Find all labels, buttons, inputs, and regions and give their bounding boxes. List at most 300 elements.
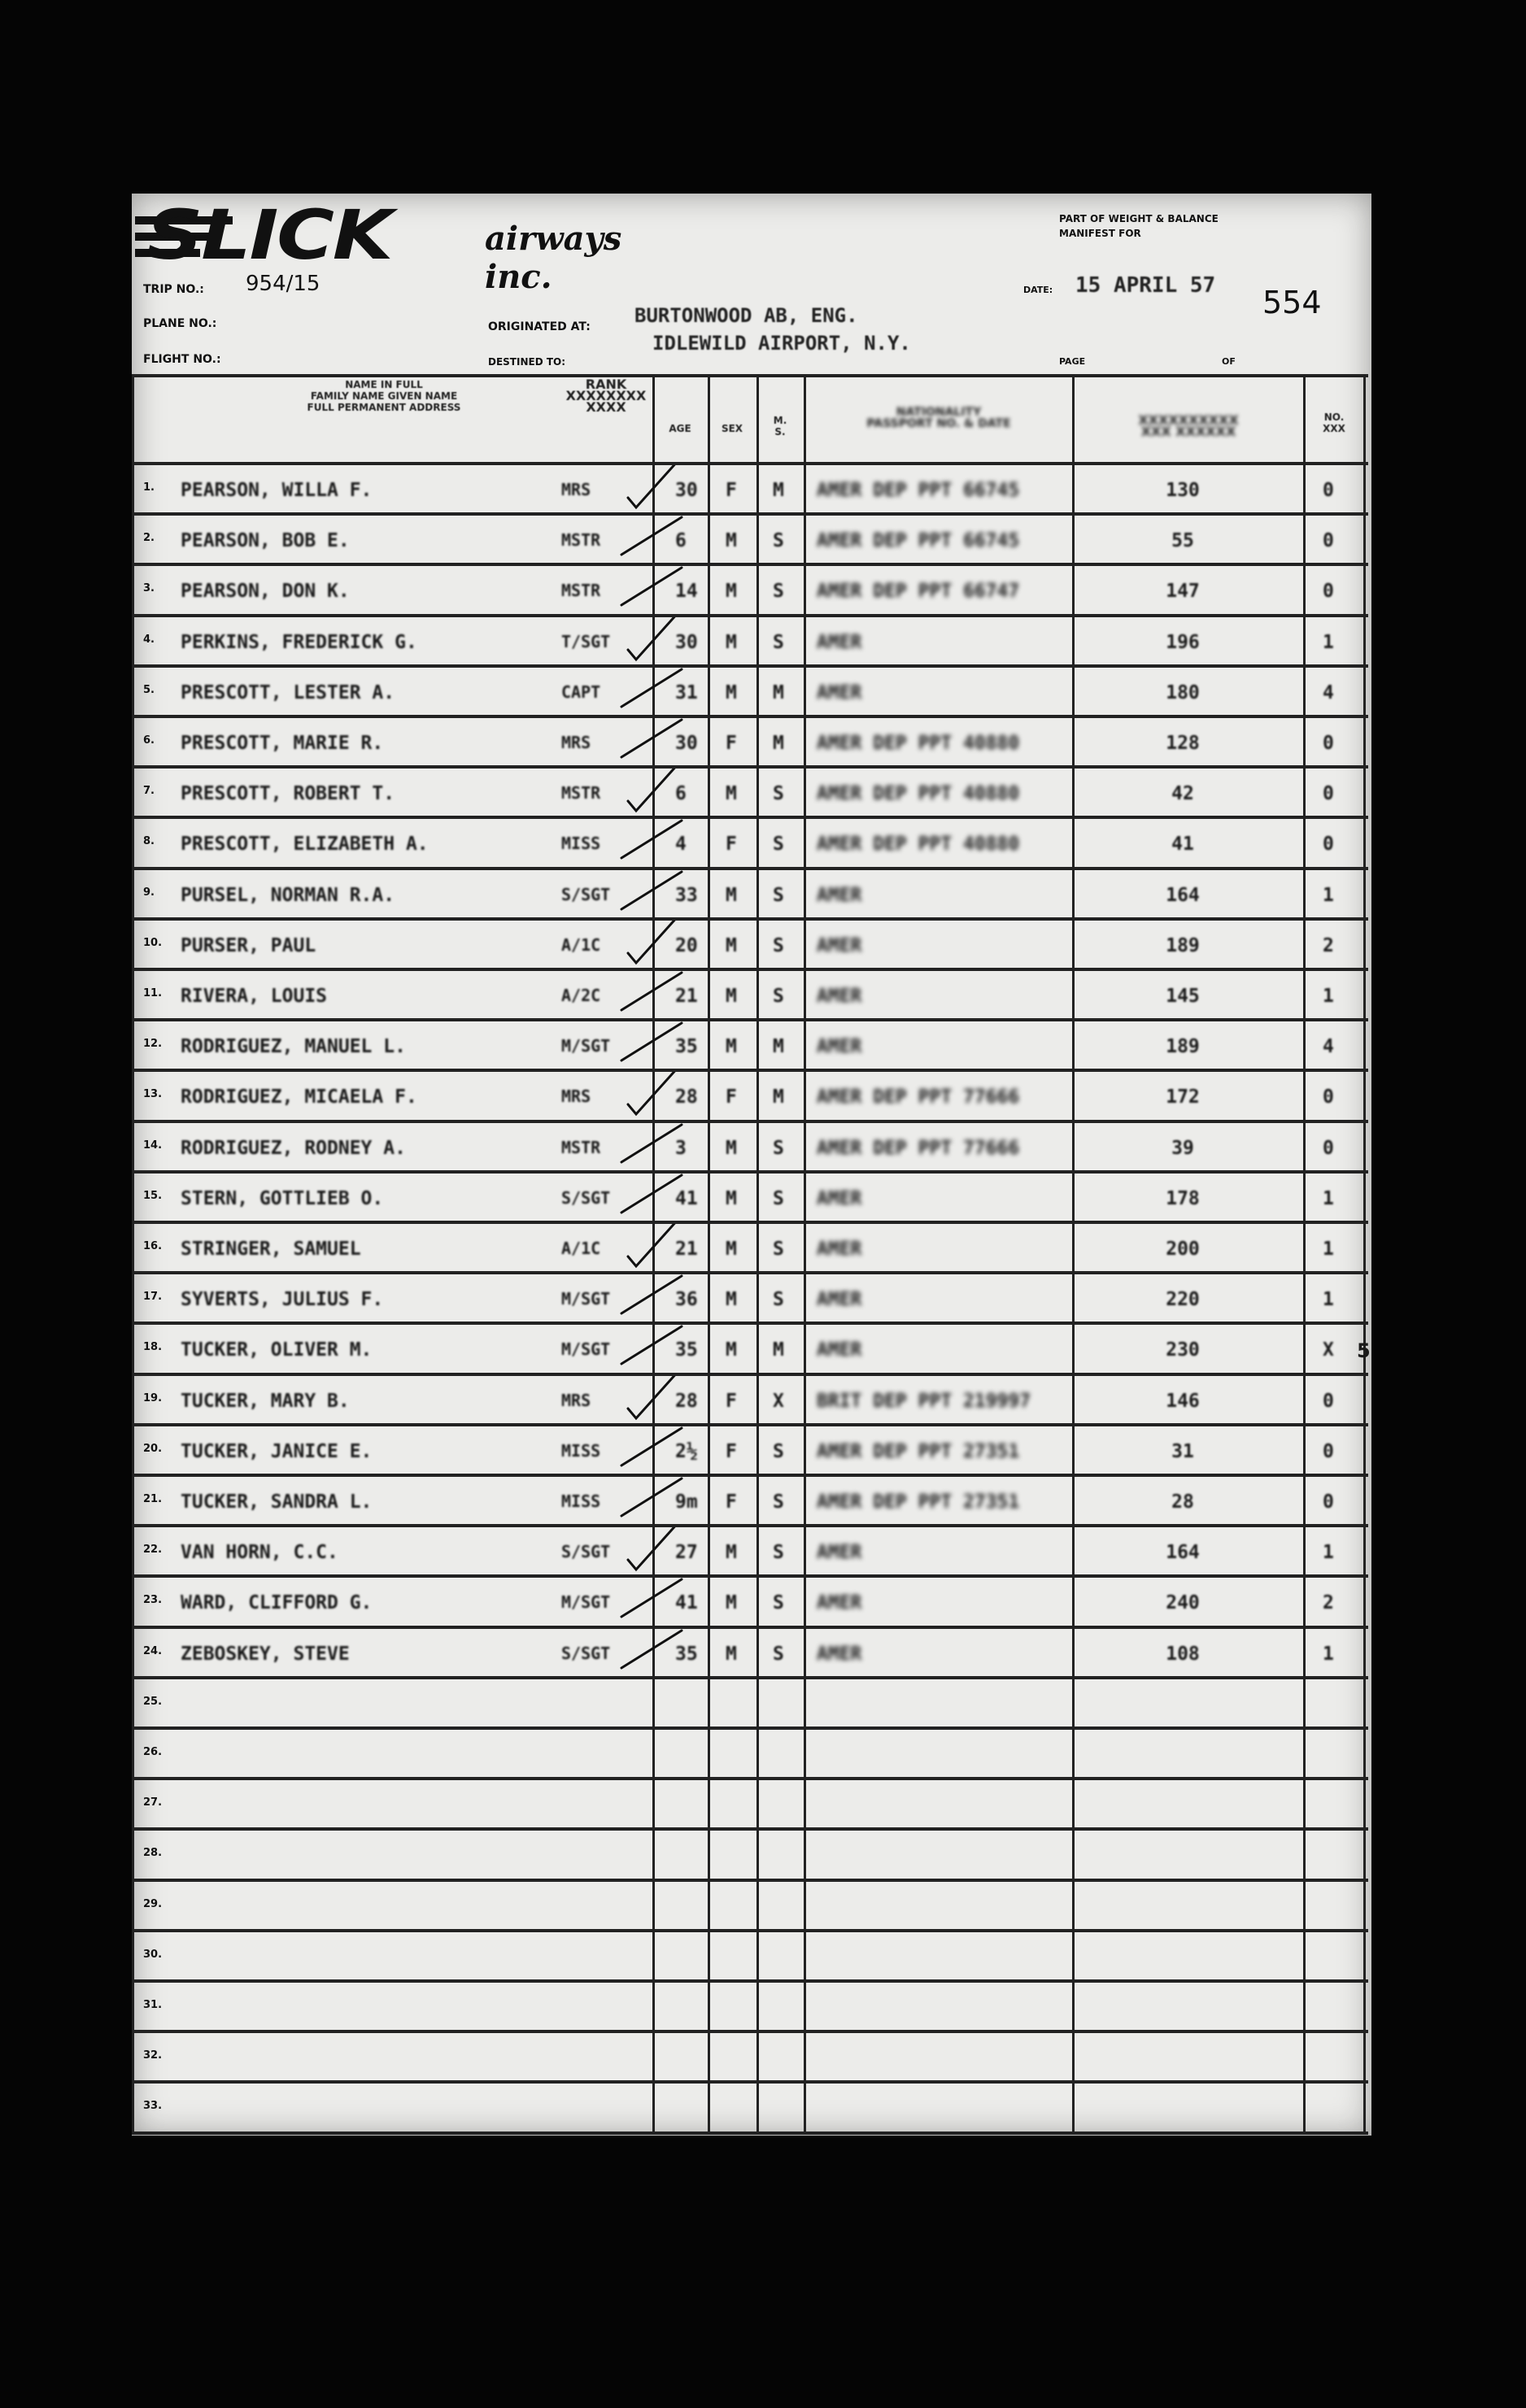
row-number: 19. — [143, 1391, 163, 1404]
table-row — [132, 1983, 1368, 2033]
cell-ms: M — [773, 1036, 784, 1058]
cell-sex: M — [726, 1643, 737, 1665]
table-row — [132, 1021, 1368, 1072]
cell-age: 31 — [675, 681, 698, 703]
cell-bag: 0 — [1323, 1440, 1334, 1462]
cell-rank: MISS — [561, 834, 601, 854]
page-label: PAGE — [1059, 356, 1086, 367]
row-number: 33. — [143, 2100, 163, 2113]
table-row — [132, 1072, 1368, 1122]
cell-wt: 178 — [1166, 1187, 1200, 1209]
cell-age: 21 — [675, 1239, 698, 1260]
table-row — [132, 1578, 1368, 1628]
cell-sex: M — [726, 530, 737, 552]
cell-age: 14 — [675, 581, 698, 603]
table-row — [132, 566, 1368, 616]
cell-rank: A/1C — [561, 934, 601, 955]
table-row — [132, 1882, 1368, 1932]
row-number: 11. — [143, 987, 163, 999]
cell-nat: AMER — [817, 1643, 862, 1665]
cell-age: 9m — [675, 1491, 698, 1513]
cell-ms: S — [773, 783, 784, 805]
table-header — [132, 374, 1368, 462]
cell-nat: AMER DEP PPT 40880 — [817, 783, 1020, 805]
cell-name: PRESCOTT, MARIE R. — [181, 733, 384, 754]
cell-nat: BRIT DEP PPT 219997 — [817, 1390, 1031, 1412]
table-row — [132, 617, 1368, 668]
table-row — [132, 516, 1368, 566]
cell-nat: AMER — [817, 1339, 862, 1361]
trip-no-value: 954/15 — [246, 272, 320, 296]
cell-wt: 55 — [1171, 530, 1194, 552]
cell-wt: 189 — [1166, 1036, 1200, 1058]
cell-bag: 4 — [1323, 681, 1334, 703]
cell-rank: M/SGT — [561, 1036, 611, 1056]
row-number: 8. — [143, 835, 155, 848]
cell-bag: 0 — [1323, 1390, 1334, 1412]
cell-age: 30 — [675, 733, 698, 754]
table-row — [132, 971, 1368, 1021]
cell-rank: MSTR — [561, 530, 601, 551]
cell-wt: 147 — [1166, 581, 1200, 603]
table-row — [132, 870, 1368, 921]
checkmark-icon — [604, 1426, 685, 1477]
checkmark-icon — [604, 1072, 685, 1122]
cell-wt: 28 — [1171, 1491, 1194, 1513]
table-row — [132, 1426, 1368, 1477]
cell-ms: S — [773, 1137, 784, 1159]
checkmark-icon — [604, 566, 685, 616]
cell-ms: S — [773, 530, 784, 552]
cell-wt: 200 — [1166, 1239, 1200, 1260]
row-number: 10. — [143, 936, 163, 949]
cell-name: WARD, CLIFFORD G. — [181, 1592, 373, 1614]
row-number: 22. — [143, 1544, 163, 1557]
cell-sex: M — [726, 1542, 737, 1564]
header-weight: XXXXXXXXXX XXX XXXXXX — [1138, 412, 1239, 439]
checkmark-icon — [604, 718, 685, 769]
cell-name: RIVERA, LOUIS — [181, 986, 328, 1007]
cell-nat: AMER DEP PPT 66745 — [817, 480, 1020, 501]
table-row — [132, 668, 1368, 718]
cell-bag: 1 — [1323, 986, 1334, 1007]
row-number: 17. — [143, 1291, 163, 1304]
table-row — [132, 1730, 1368, 1780]
cell-ms: S — [773, 1643, 784, 1665]
cell-wt: 180 — [1166, 681, 1200, 703]
cell-bag: 0 — [1323, 581, 1334, 603]
cell-bag: 0 — [1323, 783, 1334, 805]
cell-bag: 0 — [1323, 480, 1334, 501]
cell-sex: M — [726, 1339, 737, 1361]
checkmark-icon — [604, 668, 685, 718]
cell-sex: M — [726, 1289, 737, 1311]
table-row — [132, 1679, 1368, 1730]
row-number: 16. — [143, 1240, 163, 1252]
cell-rank: M/SGT — [561, 1289, 611, 1309]
table-row — [132, 1477, 1368, 1527]
header-bags: NO. XXX — [1323, 411, 1345, 434]
date-label: DATE: — [1023, 285, 1053, 295]
cell-age: 28 — [675, 1086, 698, 1108]
table-row — [132, 921, 1368, 971]
plane-no-label: PLANE NO.: — [143, 317, 217, 330]
cell-rank: T/SGT — [561, 631, 611, 651]
cell-name: PEARSON, DON K. — [181, 581, 350, 603]
manifest-page — [132, 194, 1371, 2136]
row-number: 6. — [143, 734, 155, 747]
logo-text: SLICK — [146, 195, 392, 275]
cell-bag: 1 — [1323, 884, 1334, 906]
originated-at-value: BURTONWOOD AB, ENG. — [634, 304, 858, 327]
cell-rank: A/1C — [561, 1239, 601, 1258]
cell-ms: S — [773, 1289, 784, 1311]
cell-sex: M — [726, 581, 737, 603]
cell-age: 36 — [675, 1289, 698, 1311]
cell-age: 6 — [675, 530, 687, 552]
cell-name: PURSER, PAUL — [181, 934, 316, 956]
cell-name: TUCKER, JANICE E. — [181, 1440, 373, 1462]
page-number: 554 — [1262, 285, 1322, 320]
checkmark-icon — [604, 1174, 685, 1224]
cell-rank: MRS — [561, 480, 591, 499]
row-number: 25. — [143, 1695, 163, 1708]
cell-nat: AMER — [817, 1592, 862, 1614]
cell-ms: S — [773, 934, 784, 956]
checkmark-icon — [604, 617, 685, 668]
cell-name: STRINGER, SAMUEL — [181, 1239, 361, 1260]
logo-subtext: airways inc. — [485, 220, 622, 296]
cell-bag: 2 — [1323, 934, 1334, 956]
cell-name: RODRIGUEZ, MICAELA F. — [181, 1086, 417, 1108]
checkmark-icon — [604, 1527, 685, 1578]
checkmark-icon — [604, 870, 685, 921]
cell-age: 35 — [675, 1339, 698, 1361]
cell-sex: F — [726, 1491, 737, 1513]
cell-sex: F — [726, 834, 737, 856]
cell-ms: M — [773, 733, 784, 754]
cell-sex: F — [726, 733, 737, 754]
cell-rank: M/SGT — [561, 1339, 611, 1360]
checkmark-icon — [604, 1376, 685, 1426]
table-row — [132, 769, 1368, 819]
cell-sex: M — [726, 1239, 737, 1260]
row-number: 3. — [143, 582, 155, 595]
destined-to-value: IDLEWILD AIRPORT, N.Y. — [652, 332, 911, 355]
cell-ms: M — [773, 1086, 784, 1108]
cell-bag: 2 — [1323, 1592, 1334, 1614]
row-number: 18. — [143, 1341, 163, 1354]
cell-rank: MISS — [561, 1440, 601, 1461]
cell-rank: CAPT — [561, 681, 601, 702]
cell-name: TUCKER, OLIVER M. — [181, 1339, 373, 1361]
cell-bag: 0 — [1323, 834, 1334, 856]
row-number: 5. — [143, 683, 155, 696]
table-row — [132, 1780, 1368, 1831]
checkmark-icon — [604, 971, 685, 1021]
cell-age: 2½ — [675, 1440, 698, 1462]
row-number: 13. — [143, 1088, 163, 1101]
header-ms: M. S. — [773, 415, 787, 438]
cell-rank: M/SGT — [561, 1592, 611, 1613]
manifest-for-label: MANIFEST FOR — [1059, 228, 1141, 239]
cell-age: 3 — [675, 1137, 687, 1159]
cell-age: 41 — [675, 1592, 698, 1614]
row-number: 4. — [143, 633, 155, 646]
cell-nat: AMER — [817, 934, 862, 956]
header-sex: SEX — [721, 423, 743, 434]
destined-to-label: DESTINED TO: — [488, 356, 566, 368]
table-row — [132, 1376, 1368, 1426]
cell-name: TUCKER, MARY B. — [181, 1390, 350, 1412]
checkmark-icon — [604, 1578, 685, 1628]
cell-name: RODRIGUEZ, RODNEY A. — [181, 1137, 406, 1159]
row-number: 32. — [143, 2049, 163, 2062]
row-number: 2. — [143, 532, 155, 545]
cell-nat: AMER — [817, 631, 862, 653]
row-number: 21. — [143, 1493, 163, 1505]
cell-name: RODRIGUEZ, MANUEL L. — [181, 1036, 406, 1058]
cell-rank: MRS — [561, 1390, 591, 1410]
row-number: 28. — [143, 1847, 163, 1860]
cell-sex: M — [726, 631, 737, 653]
checkmark-icon — [604, 516, 685, 566]
cell-wt: 41 — [1171, 834, 1194, 856]
cell-age: 35 — [675, 1036, 698, 1058]
cell-ms: X — [773, 1390, 784, 1412]
cell-sex: M — [726, 934, 737, 956]
cell-rank: MRS — [561, 733, 591, 752]
cell-wt: 146 — [1166, 1390, 1200, 1412]
cell-bag: 1 — [1323, 1289, 1334, 1311]
cell-age: 28 — [675, 1390, 698, 1412]
cell-bag: 1 — [1323, 1542, 1334, 1564]
cell-rank: S/SGT — [561, 1643, 611, 1663]
cell-age: 4 — [675, 834, 687, 856]
cell-age: 27 — [675, 1542, 698, 1564]
cell-sex: M — [726, 1592, 737, 1614]
checkmark-icon — [604, 1325, 685, 1375]
cell-name: STERN, GOTTLIEB O. — [181, 1187, 384, 1209]
cell-nat: AMER — [817, 1289, 862, 1311]
cell-ms: S — [773, 1187, 784, 1209]
table-row — [132, 2033, 1368, 2084]
row-number: 29. — [143, 1897, 163, 1910]
cell-nat: AMER — [817, 1542, 862, 1564]
cell-ms: S — [773, 581, 784, 603]
cell-age: 35 — [675, 1643, 698, 1665]
cell-bag: 1 — [1323, 1643, 1334, 1665]
cell-ms: M — [773, 681, 784, 703]
cell-name: PEARSON, WILLA F. — [181, 480, 373, 501]
cell-rank: S/SGT — [561, 1187, 611, 1208]
cell-wt: 196 — [1166, 631, 1200, 653]
cell-nat: AMER — [817, 1036, 862, 1058]
cell-rank: MISS — [561, 1491, 601, 1511]
cell-nat: AMER — [817, 986, 862, 1007]
row-number: 15. — [143, 1189, 163, 1202]
cell-bag: 0 — [1323, 733, 1334, 754]
cell-bag: 4 — [1323, 1036, 1334, 1058]
cell-bag: 1 — [1323, 631, 1334, 653]
cell-sex: M — [726, 986, 737, 1007]
row-number: 27. — [143, 1796, 163, 1809]
table-row — [132, 1932, 1368, 1983]
cell-bag: 0 — [1323, 530, 1334, 552]
row-number: 20. — [143, 1442, 163, 1455]
cell-rank: S/SGT — [561, 884, 611, 904]
table-row — [132, 465, 1368, 516]
cell-sex: F — [726, 1390, 737, 1412]
row-number: 12. — [143, 1038, 163, 1051]
cell-age: 20 — [675, 934, 698, 956]
cell-sex: M — [726, 681, 737, 703]
passenger-table — [132, 374, 1371, 2135]
cell-bag: 1 — [1323, 1187, 1334, 1209]
cell-ms: S — [773, 1491, 784, 1513]
cell-rank: MSTR — [561, 581, 601, 601]
table-row — [132, 1123, 1368, 1174]
cell-wt: 164 — [1166, 884, 1200, 906]
checkmark-icon — [604, 819, 685, 869]
cell-bag: 0 — [1323, 1086, 1334, 1108]
table-row — [132, 1274, 1368, 1325]
cell-age: 21 — [675, 986, 698, 1007]
cell-sex: F — [726, 480, 737, 501]
cell-sex: M — [726, 1036, 737, 1058]
cell-rank: MSTR — [561, 783, 601, 803]
cell-name: VAN HORN, C.C. — [181, 1542, 338, 1564]
cell-sex: M — [726, 783, 737, 805]
checkmark-icon — [604, 465, 685, 516]
cell-nat: AMER DEP PPT 66747 — [817, 581, 1020, 603]
checkmark-icon — [604, 1021, 685, 1072]
cell-ms: S — [773, 834, 784, 856]
cell-ms: S — [773, 1542, 784, 1564]
table-row — [132, 718, 1368, 769]
cell-rank: A/2C — [561, 986, 601, 1005]
cell-name: PEARSON, BOB E. — [181, 530, 350, 552]
row-number: 26. — [143, 1746, 163, 1758]
cell-ms: S — [773, 1440, 784, 1462]
header-nationality: NATIONALITY PASSPORT NO. & DATE — [866, 406, 1011, 430]
cell-nat: AMER — [817, 681, 862, 703]
cell-wt: 172 — [1166, 1086, 1200, 1108]
cell-ms: S — [773, 1239, 784, 1260]
cell-ms: S — [773, 884, 784, 906]
cell-wt: 230 — [1166, 1339, 1200, 1361]
row-number: 24. — [143, 1644, 163, 1657]
cell-sex: M — [726, 1137, 737, 1159]
cell-nat: AMER DEP PPT 40880 — [817, 834, 1020, 856]
cell-name: PURSEL, NORMAN R.A. — [181, 884, 395, 906]
cell-nat: AMER — [817, 884, 862, 906]
header-age: AGE — [669, 423, 691, 434]
cell-bag: X — [1323, 1339, 1334, 1361]
row-number: 31. — [143, 1999, 163, 2011]
cell-name: PERKINS, FREDERICK G. — [181, 631, 417, 653]
cell-age: 30 — [675, 631, 698, 653]
cell-wt: 42 — [1171, 783, 1194, 805]
cell-name: PRESCOTT, ROBERT T. — [181, 783, 395, 805]
checkmark-icon — [604, 1477, 685, 1527]
cell-sex: F — [726, 1440, 737, 1462]
row-number: 30. — [143, 1948, 163, 1961]
cell-ext: 5 — [1357, 1339, 1371, 1363]
cell-ms: S — [773, 631, 784, 653]
cell-nat: AMER DEP PPT 27351 — [817, 1491, 1020, 1513]
checkmark-icon — [604, 921, 685, 971]
cell-wt: 240 — [1166, 1592, 1200, 1614]
of-label: OF — [1222, 356, 1236, 367]
checkmark-icon — [604, 1629, 685, 1679]
cell-age: 33 — [675, 884, 698, 906]
table-row — [132, 1325, 1371, 1375]
cell-nat: AMER DEP PPT 66745 — [817, 530, 1020, 552]
row-number: 23. — [143, 1594, 163, 1607]
cell-age: 6 — [675, 783, 687, 805]
cell-wt: 189 — [1166, 934, 1200, 956]
cell-name: TUCKER, SANDRA L. — [181, 1491, 373, 1513]
cell-wt: 31 — [1171, 1440, 1194, 1462]
cell-ms: M — [773, 480, 784, 501]
cell-nat: AMER DEP PPT 27351 — [817, 1440, 1020, 1462]
cell-ms: M — [773, 1339, 784, 1361]
cell-sex: M — [726, 884, 737, 906]
part-of-label: PART OF WEIGHT & BALANCE — [1059, 213, 1219, 224]
table-row — [132, 1629, 1368, 1679]
row-divider — [132, 2131, 1368, 2135]
checkmark-icon — [604, 1224, 685, 1274]
cell-bag: 0 — [1323, 1491, 1334, 1513]
cell-rank: MSTR — [561, 1137, 601, 1157]
row-number: 14. — [143, 1139, 163, 1152]
table-row — [132, 819, 1368, 869]
manifest-title — [1059, 211, 1219, 241]
checkmark-icon — [604, 1274, 685, 1325]
checkmark-icon — [604, 769, 685, 819]
row-number: 1. — [143, 481, 155, 494]
cell-name: PRESCOTT, ELIZABETH A. — [181, 834, 429, 856]
cell-wt: 164 — [1166, 1542, 1200, 1564]
cell-sex: M — [726, 1187, 737, 1209]
cell-ms: S — [773, 986, 784, 1007]
cell-nat: AMER DEP PPT 77666 — [817, 1086, 1020, 1108]
table-row — [132, 1527, 1368, 1578]
cell-bag: 0 — [1323, 1137, 1334, 1159]
cell-nat: AMER — [817, 1187, 862, 1209]
cell-rank: MRS — [561, 1086, 591, 1107]
table-row — [132, 1224, 1368, 1274]
originated-at-label: ORIGINATED AT: — [488, 320, 591, 333]
cell-sex: F — [726, 1086, 737, 1108]
header-rank: RANK XXXXXXXX XXXX — [565, 377, 647, 415]
cell-wt: 108 — [1166, 1643, 1200, 1665]
cell-name: SYVERTS, JULIUS F. — [181, 1289, 384, 1311]
flight-no-label: FLIGHT NO.: — [143, 353, 221, 366]
table-row — [132, 2084, 1368, 2134]
cell-ms: S — [773, 1592, 784, 1614]
trip-no-label: TRIP NO.: — [143, 283, 204, 296]
header-name: NAME IN FULL FAMILY NAME GIVEN NAME FULL PERMANENT ADDRESS — [307, 379, 461, 413]
row-number: 9. — [143, 886, 155, 899]
cell-age: 41 — [675, 1187, 698, 1209]
table-row — [132, 1174, 1368, 1224]
cell-rank: S/SGT — [561, 1542, 611, 1562]
table-row — [132, 1831, 1368, 1881]
cell-name: PRESCOTT, LESTER A. — [181, 681, 395, 703]
cell-wt: 220 — [1166, 1289, 1200, 1311]
